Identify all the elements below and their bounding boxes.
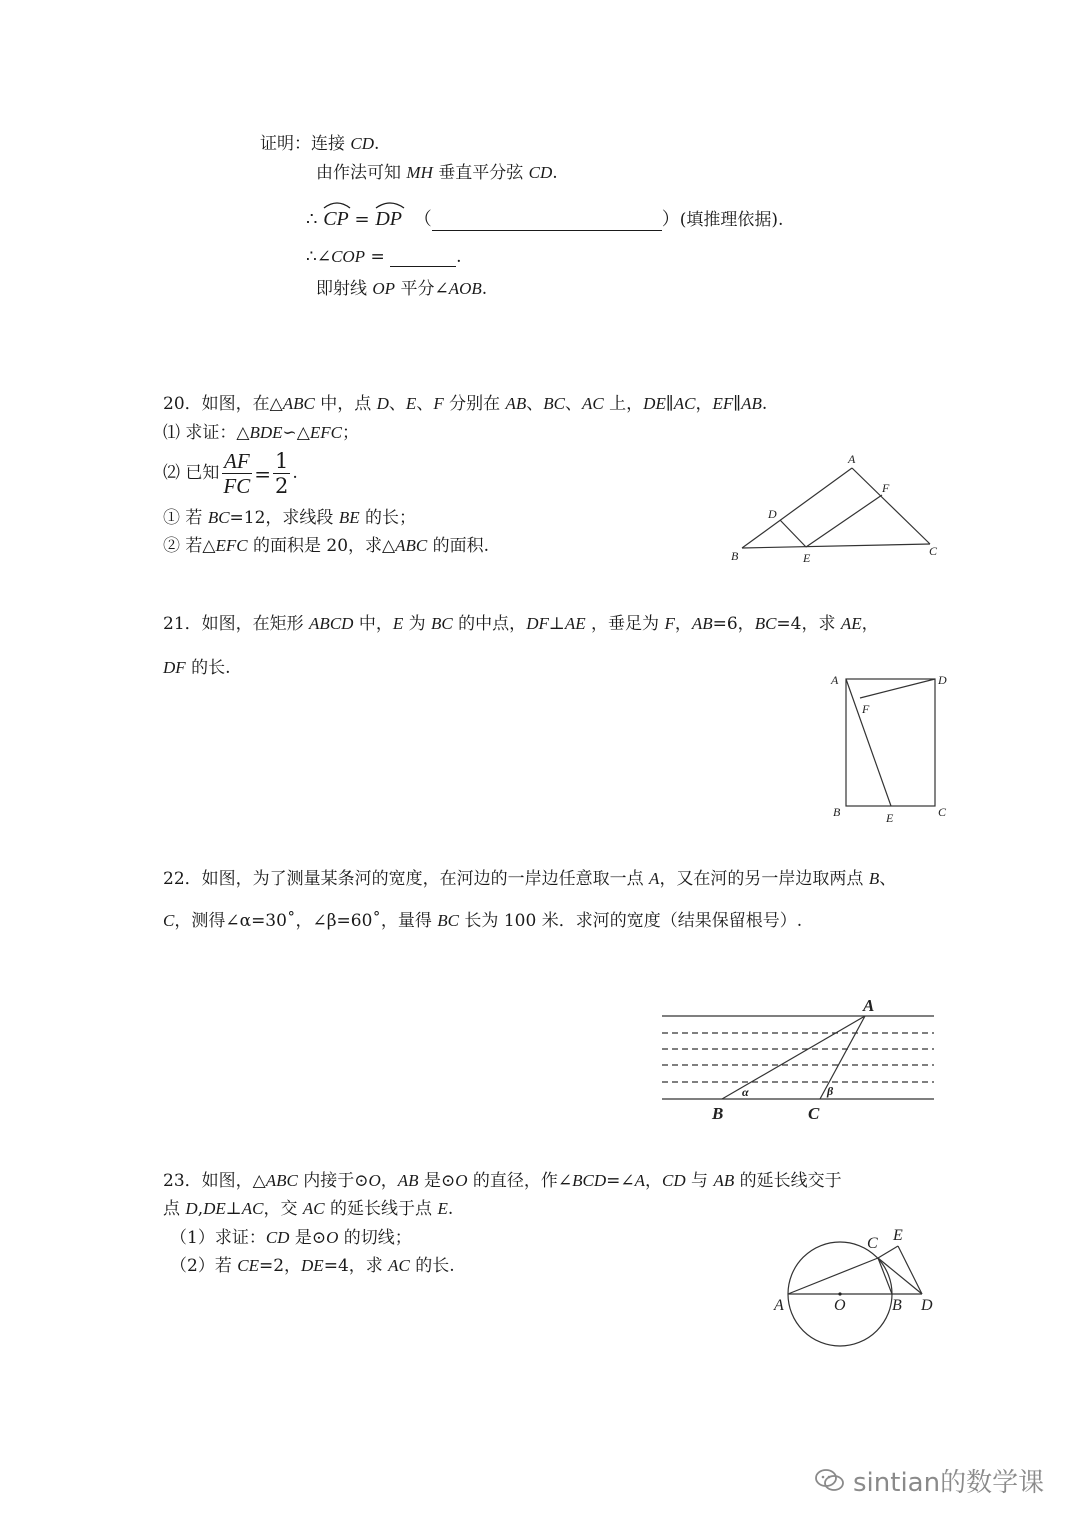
q21-segment-df [860, 679, 935, 698]
q23-line-ce [878, 1246, 898, 1258]
q21-label-f: F [862, 702, 870, 716]
q21-stem-line-1: 21．如图，在矩形 ABCD 中，E 为 BC 的中点，DF⊥AE ，垂足为 F，AB=6，BC=4，求 AE， [163, 614, 879, 634]
q20-label-d: D [768, 507, 777, 521]
q23-label-a: A [774, 1297, 784, 1314]
proof-line-3: ∴ CP = DP （ ）(填推理依据). [306, 203, 783, 231]
q23-center-point [838, 1292, 841, 1295]
q21-label-c: C [938, 805, 947, 819]
q20-sub2: ② 若△EFC 的面积是 20，求△ABC 的面积. [163, 536, 490, 556]
arc-dp-mark [375, 201, 405, 209]
q20-side-ac [852, 468, 930, 544]
q21-rectangle-figure [826, 668, 956, 828]
q22-label-alpha: α [742, 1085, 749, 1099]
arc-cp-mark [323, 201, 351, 209]
q23-chord-ac [788, 1258, 878, 1294]
q23-part1: （1）求证：CD 是⊙O 的切线； [170, 1228, 412, 1248]
q22-label-a: A [863, 996, 875, 1015]
fraction-af-fc: $\frac{AF}{FC}$ [223, 449, 251, 499]
q21-label-d: D [938, 673, 947, 687]
arc-dp: DP [375, 203, 402, 231]
q20-triangle-figure [720, 448, 950, 570]
therefore-symbol: ∴ [306, 209, 318, 230]
q21-label-a: A [831, 673, 839, 687]
q21-label-e: E [886, 811, 894, 825]
q23-label-d: D [921, 1297, 933, 1314]
q23-label-o: O [834, 1297, 846, 1314]
fraction-half: $\frac{1}{2}$ [275, 449, 289, 499]
q22-stem-line-2: C，测得∠α=30˚，∠β=60˚，量得 BC 长为 100 米．求河的宽度（结果保留根号）. [163, 911, 803, 931]
angle-blank[interactable] [390, 248, 456, 267]
proof-line-5: 即射线 OP 平分∠AOB. [316, 279, 488, 299]
q23-line-de [898, 1246, 922, 1294]
q20-stem: 20．如图，在△ABC 中，点 D、E、F 分别在 AB、BC、AC 上，DE∥AC，EF∥AB. [163, 394, 768, 414]
q21-segment-ae [846, 679, 891, 806]
proof-line-1: 证明：连接 CD. [260, 134, 380, 154]
q22-label-beta: β [827, 1084, 834, 1098]
q20-label-a: A [848, 452, 856, 466]
watermark-text: sintian的数学课 [853, 1468, 1045, 1498]
q23-label-c: C [867, 1235, 878, 1252]
proof-line-4: ∴∠COP = . [306, 247, 462, 267]
q22-stem-line-1: 22．如图，为了测量某条河的宽度，在河边的一岸边任意取一点 A，又在河的另一岸边取两点 B、 [163, 869, 897, 889]
q20-segment-ef [806, 495, 882, 547]
q21-label-b: B [833, 805, 841, 819]
q20-label-f: F [882, 481, 890, 495]
arc-cp: CP [323, 203, 349, 231]
q20-part2: ⑵ 已知 $\frac{AF}{FC}$ = $\frac{1}{2}$ . [163, 449, 298, 499]
wechat-icon [815, 1468, 845, 1494]
q20-label-e: E [803, 551, 811, 565]
q21-rectangle-abcd [846, 679, 935, 806]
reason-blank[interactable] [432, 212, 662, 231]
q20-side-ab [742, 468, 852, 548]
q23-label-e: E [893, 1227, 903, 1244]
q20-segment-de [780, 520, 806, 547]
q22-label-c: C [808, 1104, 820, 1123]
q21-stem-line-2: DF 的长. [163, 658, 231, 678]
q20-side-bc [742, 544, 930, 548]
watermark [815, 1462, 1044, 1499]
proof-line-2: 由作法可知 MH 垂直平分弦 CD. [316, 163, 558, 183]
q23-label-b: B [892, 1297, 902, 1314]
q20-label-b: B [731, 549, 739, 563]
q20-sub1: ① 若 BC=12，求线段 BE 的长； [163, 508, 417, 528]
q22-label-b: B [712, 1104, 724, 1123]
q23-circle-figure [770, 1218, 950, 1350]
q20-label-c: C [929, 544, 938, 558]
q20-part1: ⑴ 求证：△BDE∽△EFC； [163, 423, 359, 443]
q23-part2: （2）若 CE=2，DE=4，求 AC 的长. [170, 1256, 455, 1276]
q22-river-figure [660, 992, 940, 1127]
q23-stem-line-1: 23．如图，△ABC 内接于⊙O，AB 是⊙O 的直径，作∠BCD=∠A，CD 与 AB 的延长线交于 [163, 1171, 842, 1191]
q23-stem-line-2: 点 D,DE⊥AC，交 AC 的延长线于点 E. [163, 1199, 454, 1219]
